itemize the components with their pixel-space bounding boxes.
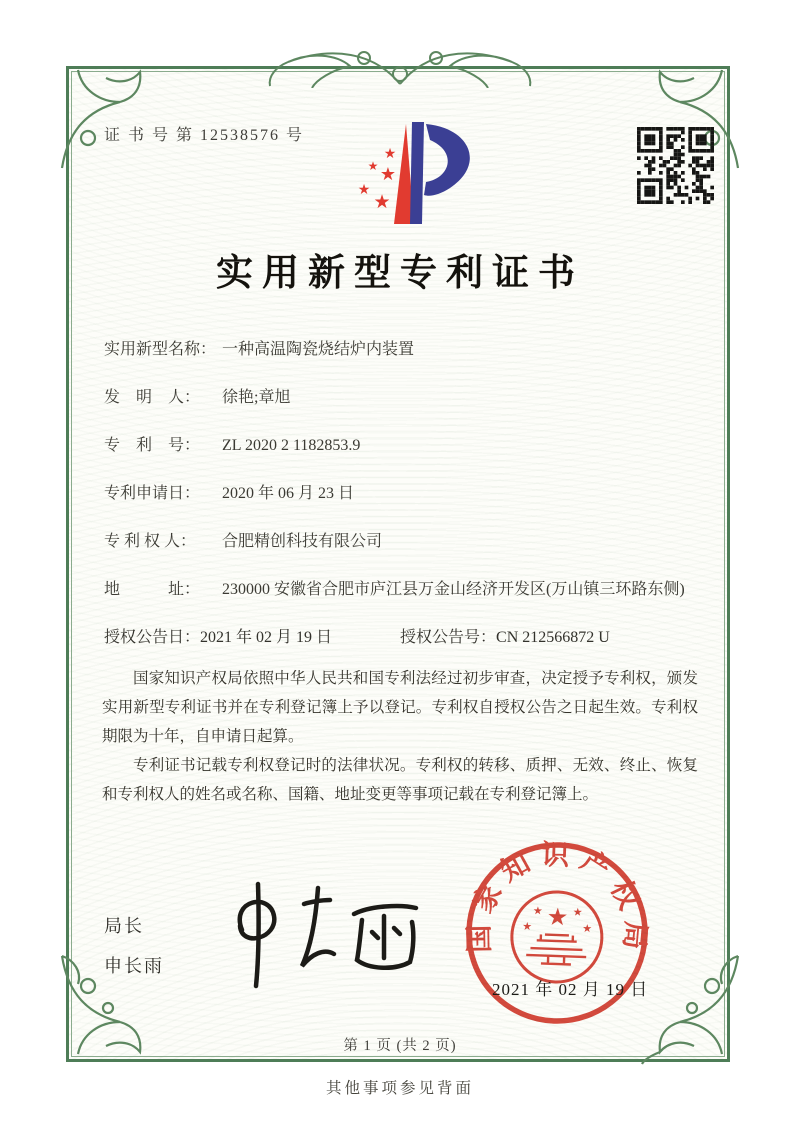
svg-text:★: ★ — [546, 902, 569, 932]
field-row-inventor — [104, 386, 704, 409]
grant-date-value: 2021 年 02 月 19 日 — [200, 629, 333, 646]
field-value: ZL 2020 2 1182853.9 — [222, 437, 361, 454]
svg-text:★: ★ — [582, 921, 593, 936]
grant-number-value: CN 212566872 U — [496, 629, 610, 646]
signer-title: 局长 — [104, 916, 144, 936]
field-value: 一种高温陶瓷烧结炉内装置 — [222, 341, 415, 358]
field-row-grant — [104, 626, 704, 649]
field-row-patentee — [104, 530, 704, 553]
cnipa-patent-logo-icon — [338, 112, 490, 238]
field-label: 专 利 权 人： — [104, 533, 197, 550]
seal-date: 2021 年 02 月 19 日 — [492, 980, 649, 999]
svg-text:★: ★ — [357, 182, 371, 198]
page-number: 第 1 页 (共 2 页) — [343, 1038, 457, 1054]
certificate-fields — [104, 338, 704, 649]
svg-text:★: ★ — [572, 905, 583, 919]
grant-number-label: 授权公告号： — [400, 629, 497, 646]
field-value: 230000 安徽省合肥市庐江县万金山经济开发区(万山镇三环路东侧) — [222, 581, 685, 598]
svg-text:★: ★ — [379, 164, 397, 185]
commissioner-signature-icon — [212, 878, 427, 993]
field-label: 实用新型名称： — [104, 341, 217, 358]
certificate-number: 证 书 号 第 12538576 号 — [104, 127, 305, 144]
field-row-filing-date — [104, 482, 704, 505]
field-label: 发 明 人： — [104, 389, 201, 406]
svg-text:★: ★ — [367, 159, 379, 173]
back-side-note: 其他事项参见背面 — [325, 1080, 474, 1097]
field-label: 专 利 号： — [104, 437, 201, 454]
cnipa-official-seal — [459, 835, 656, 1032]
field-value: 2020 年 06 月 23 日 — [222, 485, 355, 502]
legal-paragraph-2: 专利证书记载专利权登记时的法律状况。专利权的转移、质押、无效、终止、恢复和专利权人的姓名或名称、国籍、地址变更等事项记载在专利登记簿上。 — [102, 757, 698, 803]
signer-block — [104, 912, 164, 992]
svg-text:★: ★ — [522, 919, 533, 934]
svg-text:★: ★ — [532, 904, 543, 918]
grant-date-label: 授权公告日： — [104, 629, 201, 646]
field-row-patent-number — [104, 434, 704, 457]
field-row-utility-model-name — [104, 338, 704, 361]
svg-text:★: ★ — [373, 191, 391, 213]
svg-text:★: ★ — [383, 146, 397, 162]
qr-code-icon — [637, 127, 714, 204]
legal-text — [102, 664, 698, 809]
field-value: 徐艳;章旭 — [222, 389, 291, 406]
field-row-address — [104, 578, 704, 601]
legal-paragraph-1: 国家知识产权局依照中华人民共和国专利法经过初步审查，决定授予专利权，颁发实用新型专利证书并在专利登记簿上予以登记。专利权自授权公告之日起生效。专利权期限为十年，自申请日起算。 — [102, 670, 698, 745]
field-label: 地 址： — [104, 581, 201, 598]
seal-ring-text: 国家知识产权局 — [464, 839, 651, 960]
certificate-title: 实用新型专利证书 — [216, 253, 584, 294]
national-emblem-icon — [510, 890, 603, 983]
signer-name: 申长雨 — [104, 956, 164, 976]
field-label: 专利申请日： — [104, 485, 201, 502]
field-value: 合肥精创科技有限公司 — [222, 533, 383, 550]
